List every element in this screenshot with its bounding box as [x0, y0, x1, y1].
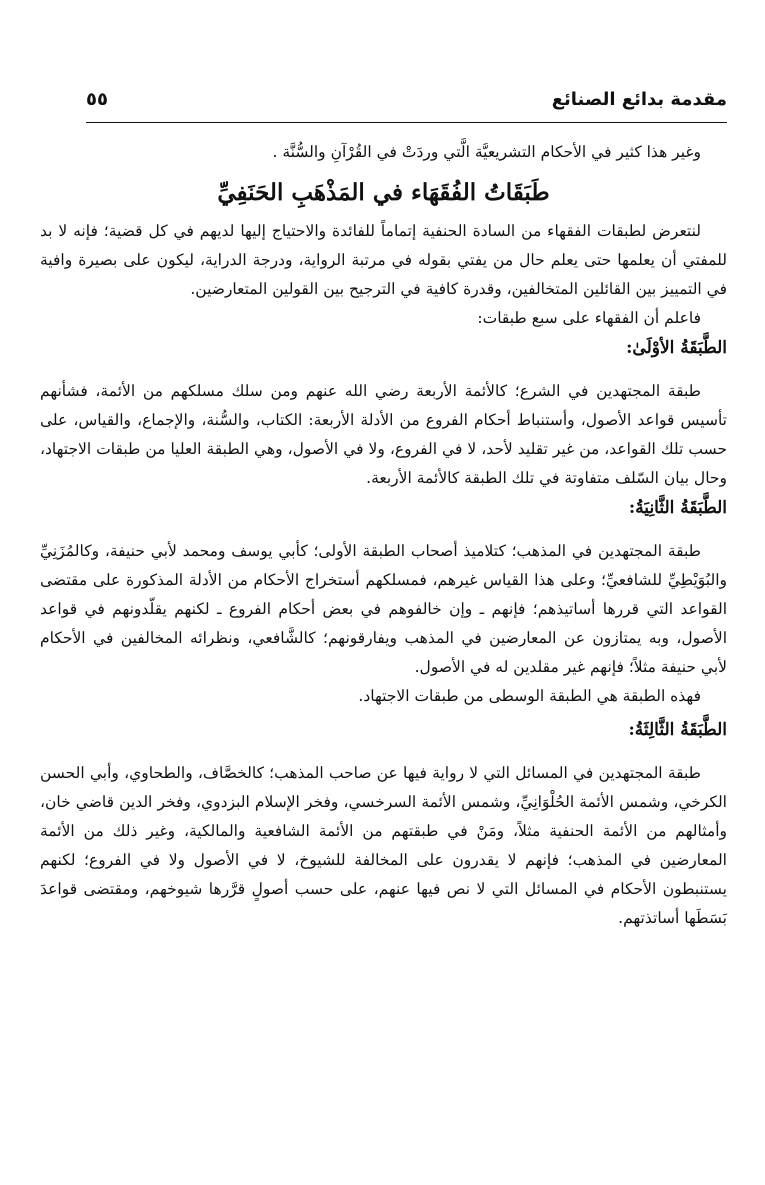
heading-third-class: الطَّبَقَةُ الثَّالِثَةُ:	[628, 720, 727, 740]
page-number: ٥٥	[86, 89, 108, 110]
page-body	[40, 138, 727, 933]
header-rule	[86, 122, 727, 123]
intro-paragraph: وغير هذا كثير في الأحكام التشريعيَّة الَّتي وردَتْ في القُرْآنِ والسُّنَّة .	[272, 143, 701, 161]
paragraph-second-class: طبقة المجتهدين في المذهب؛ كتلاميذ أصحاب الطبقة الأولى؛ كأبي يوسف ومحمد لأبي حنيفة، وكالمُزَنِيِّ والبُوَيْطِيِّ للشافعيِّ؛ وعلى هذا القياس غيرهم، فمسلكهم أستخراج الأحكام من الأدلة المذكورة على مقتضى القواعد التي قررها أساتيذهم؛ فإنهم ـ وإن خالفوهم في بعض أحكام الفروع ـ لكنهم يقلّدونهم في قواعد الأصول، وبه يمتازون عن المعارضين في المذهب ويفارقونهم؛ كالشَّافعي، ونظرائه المخالفين في الأحكام لأبي حنيفة مثلاً؛ فإنهم غير مقلدين له في الأصول.	[40, 542, 727, 676]
running-title: مقدمة بدائع الصنائع	[551, 89, 727, 110]
paragraph-middle-class: فهذه الطبقة هي الطبقة الوسطى من طبقات الاجتهاد.	[358, 687, 701, 705]
paragraph-intro-classes: لنتعرض لطبقات الفقهاء من السادة الحنفية إتماماً للفائدة والاحتياج إليها لديهم في كل قضية؛ فإنه لا بد للمفتي أن يعلمها حتى يعلم حال من يفتي بقوله في مرتبة الرواية، ودرجة الدراية، ليكون على بصيرة وافية في التمييز بين القائلين المتخالفين، وقدرة كافية في الترجيح بين القولين المتعارضين.	[40, 222, 727, 298]
paragraph-seven-classes: فاعلم أن الفقهاء على سبع طبقات:	[477, 309, 701, 327]
paragraph-first-class: طبقة المجتهدين في الشرع؛ كالأئمة الأربعة رضي الله عنهم ومن سلك مسلكهم من الأئمة، فشأنهم تأسيس قواعد الأصول، وأستنباط أحكام الفروع من الأدلة الأربعة: الكتاب، والسُّنة، والإجماع، والقياس، على حسب تلك القواعد، من غير تقليد لأحد، لا في الفروع، ولا في الأصول، وهي الطبقة العليا من طبقات الاجتهاد، وحال بيان السّلف متفاوتة في تلك الطبقة كالأئمة الأربعة.	[40, 382, 727, 487]
page-header	[86, 86, 727, 114]
heading-first-class: الطَّبَقَةُ الأوْلَىٰ:	[626, 338, 727, 358]
section-title: طَبَقَاتُ الفُقَهَاء في المَذْهَبِ الحَنَفِيِّ	[217, 179, 550, 206]
paragraph-third-class: طبقة المجتهدين في المسائل التي لا رواية فيها عن صاحب المذهب؛ كالخصَّاف، والطحاوي، وأبي الحسن الكرخي، وشمس الأئمة الحُلْوَانِيِّ، وشمس الأئمة السرخسي، وفخر الإسلام البزدوي، وفخر الدين قاضي خان، وأمثالهم من الأئمة الحنفية مثلاً، ومَنْ في طبقتهم من الأئمة الشافعية والمالكية، وغير ذلك من الأئمة المعارضين في المذهب؛ فإنهم لا يقدرون على المخالفة للشيوخ، لا في الأصول ولا في الفروع؛ لكنهم يستنبطون الأحكام في المسائل التي لا نص فيها عنهم، على حسب أصولٍ قرَّرها شيوخهم، ومقتضى قواعدَ بَسَطَها أساتذتهم.	[40, 764, 727, 927]
heading-second-class: الطَّبَقَةُ الثَّانِيَةُ:	[628, 498, 727, 518]
